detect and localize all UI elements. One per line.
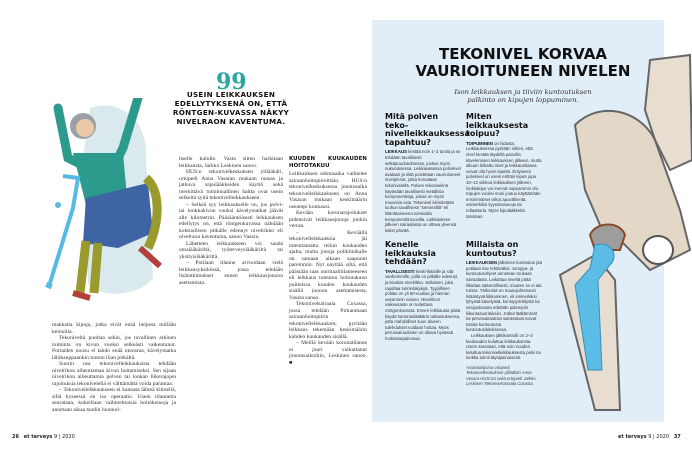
pull-quote: USEIN LEIKKAUKSEN EDELLYTYKSENÄ ON, ETTÄ RÖNTGEN-KUVASSA NÄKYY NIVELRAON KAVENTUMA. [172,90,290,126]
paragraph: Kevään koronarajoitukset pidensivät leikkausjonoja jonkin verran. [289,210,367,229]
paragraph: – Potilaan tilanne arvioidaan vielä leikkausyksikössä, jossa tehdään lisätutkimukset ennen leikkausjonoon asettamista. [179,260,283,286]
left-column-3 [289,156,367,366]
section-heading: Millaista on kuntoutus? [466,240,519,258]
issue: 9 | 2020 [648,434,670,440]
left-column-1 [52,322,176,413]
paragraph [385,269,461,342]
section-who [385,241,461,342]
paragraph: – Tekonivelleikkaukseen ei kannata lähteä kiireellä, sillä kyseessä on iso operaatio. Usein tilannetta seurataan, kokeillaan vaihtoehtoisia hoitokeinoja ja annetaan aikaa taudin luonnol- [52,387,176,413]
paragraph: – Keväällä tekonivelleikkauksia jäi toteuttamatta reilun kuukauden ajalta, mutta jonoja poliklinikalle on samaan aikaan saapunut paremmin. Nyt näyttää siltä, että päästään taas normaalitilanteeseen eli leikkaus toteutuu hoitotakuun puitteissa kuuden kuukauden sisällä jonoon asettamisesta, Vasara sanoo. [289,229,367,301]
paragraph: – Selkeä syy leikkaukselle on, jos polvi- tai lonkkakivun vuoksi kävelymatkat jäävät alle kilometrin. Pääsääntöisesti leikkauksen edellytys on, että röntgenkuvassa nähdään kohtuullisen pitkälle edennyt nivelrikko eli nivelraon kaventuma, sanoo Vasara. [179,201,283,240]
paragraph: makkaita kipuja, jotka eivät enää helpota millään keinoilla. [52,322,176,335]
page-number: 26 [12,434,19,440]
lead-word: LEIKKAUKSEN [466,260,498,266]
woman-with-crutch-illustration [28,98,178,303]
paragraph [466,141,542,219]
expert-credit: Asiantuntijoina ortopedi, Tekonivelkeskuksen ylilääkäri Anna Vasara HUS:sta sekä ortopedi Jarkko Leskinen Tekonivelsairaala Coxasta. [466,364,536,387]
issue: 9 | 2020 [54,434,75,440]
footer-left [12,434,75,440]
article-title: TEKONIVEL KORVAA VAURIOITUNEEN NIVELEN [415,45,631,80]
paragraph [385,149,461,233]
paragraph-text: Leikkauksen jälkikontrolli on 2–3 kuukauden kuluttua leikkauksesta. Usein sanotaan, että noin vuoden kuluttua tekonivelleikkauksesta polvi tai lonkka toimii täysipainoisesti. [466,332,541,361]
section-recovery [466,113,542,219]
paragraph [466,260,542,333]
paragraph: Lähetteen leikkaukseen voi saada omalääkäriltä, työterveyslääkäriltä tai yksityislääkäriltä. [179,240,283,260]
paragraph [466,333,542,361]
paragraph: Tekoniveltä puoltaa sekin, jos tavallinen arkinen toiminta on kivun vuoksi selkeästi vaikeutunut. Portaiden nousu ei tahdo enää onnistua, kävelymatka lähikauppaankin tuntuu liian pitkältä. [52,335,176,361]
paragraph-text: kestää noin 1–2 tuntia ja se tehdään tavallisesti selkäpuudutuksessa, joskus myös nukutuksessa. Leikkauksessa polvinivel avataan ja siitä poistetaan vaurioituneet nivelpinnat, jotka korvataan tekonivelellä. Polven tekonivelinä käytetään tavallisesti metallisia komponentteja, joissa on myös muovisia osia. Tekonivel kiinnitetään luuhun tavallisesti "sementillä" eli liitäntäaineena toimivalla komponenttimuovilla. Leikkauksen jälkeen sairaalassa on oltava yleensä kaksi päivää. [385,149,461,233]
paragraph: Leikkauksen odotusaika vaihtelee sairaanhoitopiireittäin. HUS:n tekonivelkeskuksessa jonotusaika tekonivelleikkaukseen on Anna Vasaran mukaan keskimäärin useampi kuukausi. [289,171,367,210]
footer-right [618,434,681,440]
article-subtitle: Ison leikkauksen ja tiiviin kuntoutuksen palkinto on kipujen loppuminen. [454,88,592,105]
magazine-name: et terveys [23,434,53,440]
paragraph-text: on hidasta. Leikkauksessa pyritään siihen, että nivel kestää täydellä painolla kävelemisen leikkauksen jälkeen, mutta alkuun leikattu nivel ja leikkaushaava voivat olla hyvin kipeitä. Erityisesti polvinivel on usein erittäin kipeä jopa 10–12 viikkoa leikkauksen jälkeen, lonkkakipu voi mennä nopeammin ohi. Kipujen vuoksi moni joutuu käyttämään ensimmäiset viikot apuvälineitä, esimerkiksi kyynärsauvoja tai rollaattoria. Myös kipulääkkeitä tarvitaan. [466,140,542,219]
lead-word: TOIPUMINEN [466,140,493,146]
paragraph: HUS:n tekonivelkeskuksen ylilääkäri, ortopedi Anna Vasaran mukaan runsas ja jatkuva kipulääkkeiden käyttö sekä merkittävä toiminnallinen haitta ovat usein selkeitä syitä tekonivelleikkaukseen. [179,169,283,201]
section-rehabilitation [466,241,542,387]
paragraph-text: jälkeinen kuntoutus jää potilaan itse tehtäväksi. Jumppa- ja kuntoutusohjeet annetaan mukaan sairaalasta. Leikattua niveltä pitää liikuttaa säännöllisesti, muuten se ei ala toimia. Tärkeintä on nousujohteisesti lisääntyvä liikkuminen, eli esimerkiksi lyhyistä kävelyistä, kuntopyöräilystä tai vesijuoksusta edetään pidempiin liikuntasuorituksiin. Jotkut lääkämmät tai perussairauksia sairastavat voivat tarvita kuntoutusta kuntoutuslaitoksessa. [466,260,542,333]
paragraph-text: keski-ikäisille ja sitä vanhemmille, joilla on pitkälle edennyt ja kivulias nivelrikko. Sellainen, joka rajoittaa toimintakykyä. Tyypillinen potilas on yli 60-vuotias ja hieman useammin nainen. Nivelrikon vaikeusaste on todettava röntgenkuvasta. Ennen leikkausta pitää käydä hammaslääkärin tarkastuksessa, jotta mahdolliset suun alueen tulehdukset voidaan hoitaa. Myös perussairauksien on oltava hyvässä hoitotasapainossa. [385,268,461,341]
paragraph: liselle kululle. Vasta sitten harkitaan leikkausta, Jarkko Leskinen sanoo. [179,156,283,169]
section-heading: Mitä polven teko-nivelleikkauksessa tapahtuu? [385,112,470,147]
page-number: 37 [673,434,681,440]
lead-word: LEIKKAUS [385,149,407,155]
quote-mark-icon: 99 [216,69,247,95]
section-heading: Kenelle leikkauksia tehdään? [385,240,436,267]
section-heading: Miten leikkauksesta toipuu? [466,112,529,139]
paragraph: Tekonivelsairaala Coxassa, jossa tehdään Pirkanmaan sairaanhoitopiirin tekonivelleikkaukset, pyritään leikkaus tekemään keskimäärin kahden kuukauden sisällä. [289,301,367,340]
left-column-2 [179,156,283,286]
section-what-happens [385,112,470,233]
paragraph: – Meillä kevään koronatilanne ei juuri vaikuttanut jonotusaikoihin, Leskinen sanoo. ■ [289,340,367,366]
magazine-name: et terveys [618,434,647,440]
lead-word: TAVALLISESTI [385,268,415,274]
paragraph: Suurin osa tekonivelleikkauksista tehdään nivelrikon aiheuttaman kivun hoitamiseksi. Sen sijaan nivelrikon aiheuttamia polven tai lonkan liikerajojen rajoituksia tekonivelellä ei välttämättä voida parantaa. [52,361,176,387]
subheading: KUUDEN KUUKAUDEN HOITOTAKUU [289,156,367,169]
